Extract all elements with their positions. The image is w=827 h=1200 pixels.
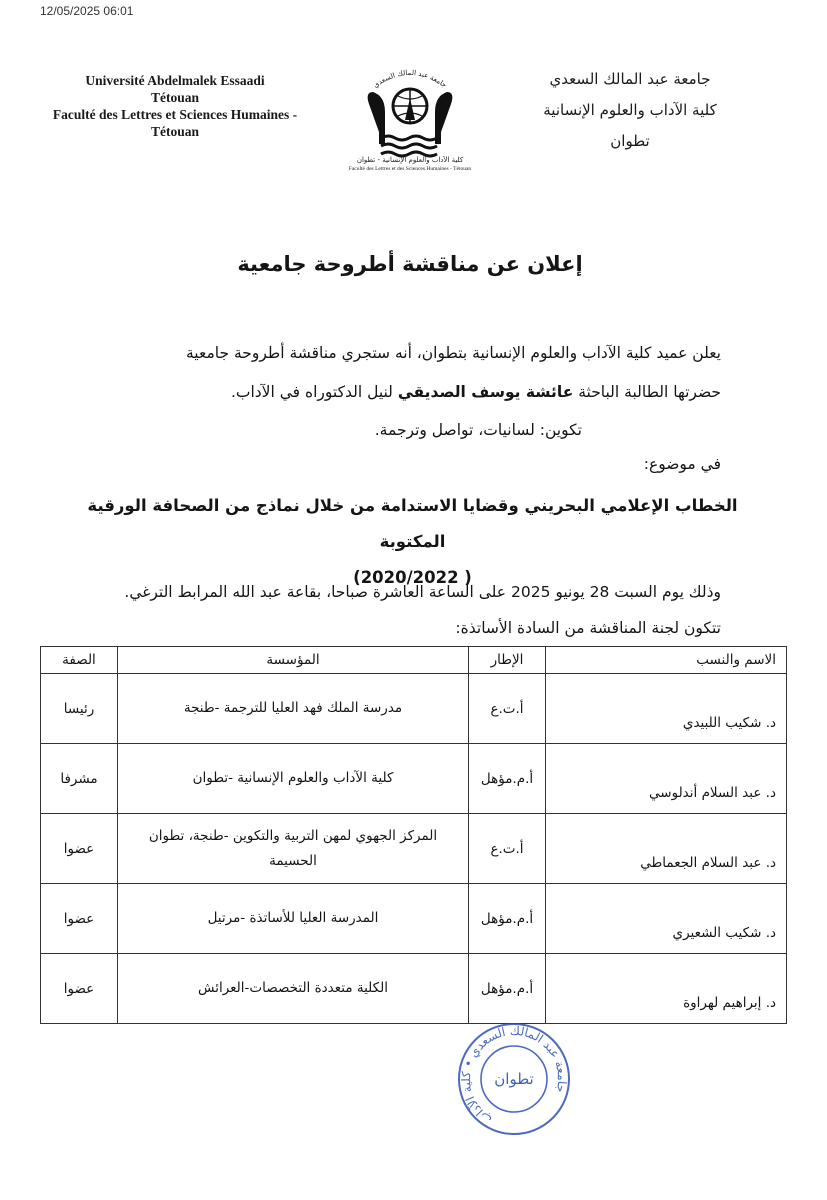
- table-row: [41, 744, 787, 814]
- candidate-prefix: حضرتها الطالبة الباحثة: [573, 383, 721, 401]
- header-role: الصفة: [41, 647, 118, 674]
- city-fr: Tétouan: [150, 90, 199, 105]
- faculty-name-ar: كلية الآداب والعلوم الإنسانية: [543, 101, 717, 119]
- table-row: [41, 814, 787, 884]
- member-name: د. إبراهيم لهراوة: [546, 954, 787, 1024]
- member-institution: كلية الآداب والعلوم الإنسانية -تطوان: [118, 744, 469, 814]
- candidate-name: عائشة يوسف الصديقي: [397, 383, 574, 401]
- header-rank: الإطار: [469, 647, 546, 674]
- jury-intro: تتكون لجنة المناقشة من السادة الأساتذة:: [455, 619, 721, 637]
- member-institution: [118, 814, 469, 884]
- french-institution-header: [40, 72, 310, 140]
- training-program: تكوين: لسانيات، تواصل وترجمة.: [374, 421, 582, 439]
- announcement-intro: يعلن عميد كلية الآداب والعلوم الإنسانية بتطوان، أنه ستجري مناقشة أطروحة جامعية: [185, 344, 721, 362]
- member-institution: المدرسة العليا للأساتذة -مرتيل: [118, 884, 469, 954]
- member-institution: مدرسة الملك فهد العليا للترجمة -طنجة: [118, 674, 469, 744]
- member-institution-line1: المركز الجهوي لمهن التربية والتكوين -طنجة، تطوان: [148, 827, 438, 844]
- member-rank: أ.م.مؤهل: [469, 954, 546, 1024]
- official-stamp: [455, 1020, 573, 1138]
- member-rank: أ.ت.ع: [469, 674, 546, 744]
- jury-table-header: [41, 647, 787, 674]
- member-name: د. عبد السلام أندلوسي: [546, 744, 787, 814]
- member-role: مشرفا: [41, 744, 118, 814]
- header-name: الاسم والنسب: [546, 647, 787, 674]
- member-name: د. شكيب الشعيري: [546, 884, 787, 954]
- faculty-name-fr: Faculté des Lettres et Sciences Humaines -: [52, 107, 298, 122]
- arabic-institution-header: [530, 64, 730, 157]
- defense-date-location: وذلك يوم السبت 28 يونيو 2025 على الساعة العاشرة صباحا، بقاعة عبد الله المرابط الترغي.: [124, 583, 721, 601]
- logo-caption-fr: Faculté des Lettres et des Sciences Humaines - Tétouan: [348, 166, 472, 172]
- thesis-period: ( 2020/2022): [353, 568, 472, 587]
- member-role: عضوا: [41, 954, 118, 1024]
- thesis-subject: [60, 488, 765, 596]
- member-name: د. عبد السلام الجعماطي: [546, 814, 787, 884]
- announcement-title: إعلان عن مناقشة أطروحة جامعية: [237, 252, 583, 276]
- jury-table: [40, 646, 787, 1024]
- header-institution: المؤسسة: [118, 647, 469, 674]
- thesis-title: الخطاب الإعلامي البحريني وقضايا الاستدامة من خلال نماذج من الصحافة الورقية المكتوبة: [87, 496, 738, 551]
- stamp-ring-text: جامعة عبد المالك السعدي • كلية الآداب: [459, 1023, 570, 1127]
- candidate-line: [231, 383, 721, 401]
- print-timestamp: 12/05/2025 06:01: [40, 4, 134, 18]
- city-ar: تطوان: [610, 132, 650, 150]
- logo-top-text: جامعة عبد المالك السعدي: [371, 68, 449, 90]
- stamp-center-text: تطوان: [494, 1070, 534, 1088]
- table-row: [41, 954, 787, 1024]
- university-name-ar: جامعة عبد المالك السعدي: [549, 70, 711, 88]
- member-institution: الكلية متعددة التخصصات-العرائش: [118, 954, 469, 1024]
- member-role: رئيسا: [41, 674, 118, 744]
- member-role: عضوا: [41, 884, 118, 954]
- member-rank: أ.م.مؤهل: [469, 744, 546, 814]
- faculty-city-fr: Tétouan: [150, 124, 199, 139]
- member-role: عضوا: [41, 814, 118, 884]
- member-rank: أ.ت.ع: [469, 814, 546, 884]
- subject-label: في موضوع:: [643, 455, 721, 473]
- member-institution-line2: الحسيمة: [269, 852, 317, 869]
- logo-caption-ar: كلية الآداب والعلوم الإنسانية - تطوان: [356, 156, 464, 164]
- member-name: د. شكيب اللبيدي: [546, 674, 787, 744]
- member-rank: أ.م.مؤهل: [469, 884, 546, 954]
- candidate-suffix: لنيل الدكتوراه في الآداب.: [230, 383, 398, 401]
- table-row: [41, 884, 787, 954]
- university-name-fr: Université Abdelmalek Essaadi: [85, 73, 265, 88]
- table-row: [41, 674, 787, 744]
